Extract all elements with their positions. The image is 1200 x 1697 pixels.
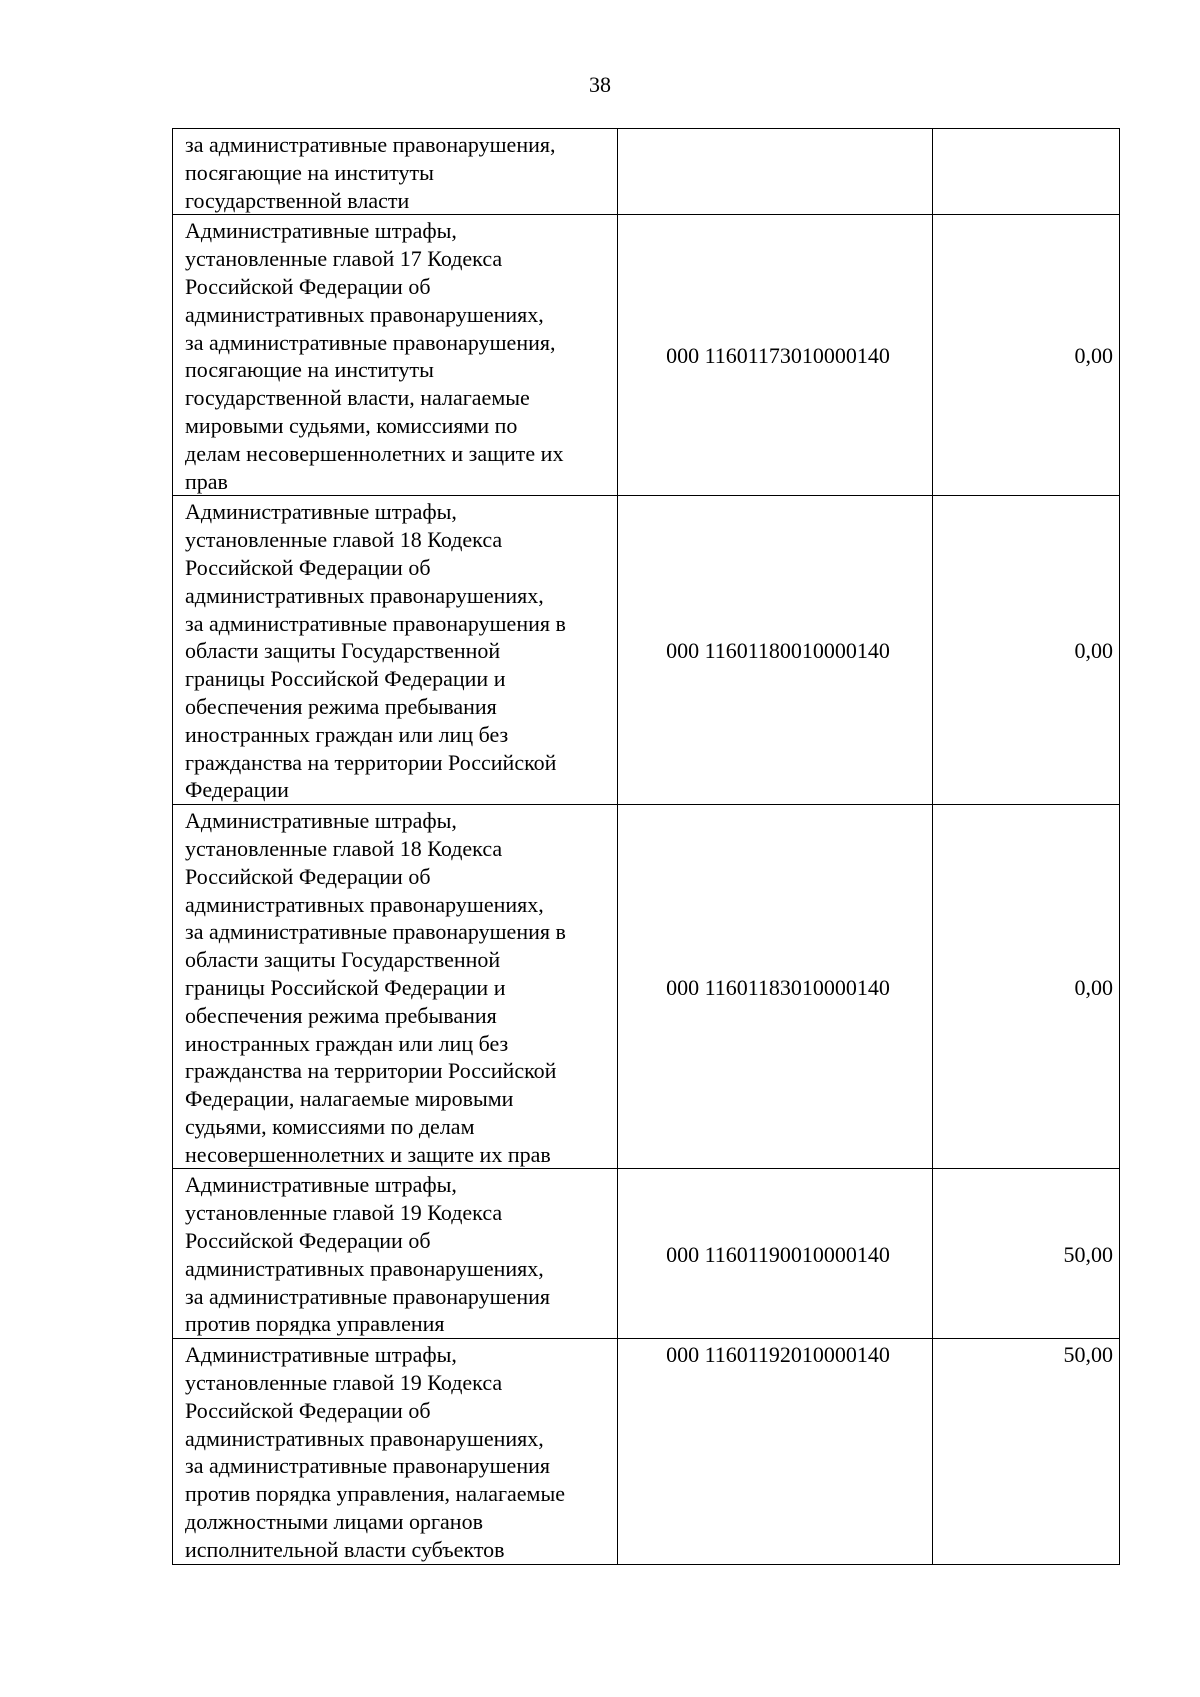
row-description: Административные штрафы, установленные главой 19 Кодекса Российской Федерации об административных правонарушениях, за административные правонарушения против порядка управления, налагаемые должностными лицами органов исполнительной власти субъектов <box>185 1342 566 1562</box>
row-code-cell <box>618 129 933 215</box>
row-code-cell: 000 11601180010000140 <box>618 496 933 805</box>
table-row <box>173 129 1120 215</box>
table-row <box>173 1169 1120 1339</box>
row-description: Административные штрафы, установленные главой 17 Кодекса Российской Федерации об административных правонарушениях, за административные правонарушения, посягающие на институты государственной власти, налагаемые мировыми судьями, комиссиями по делам несовершеннолетних и защите их прав <box>185 218 564 494</box>
row-code-cell: 000 11601190010000140 <box>618 1169 933 1339</box>
row-amount-cell: 0,00 <box>933 215 1120 496</box>
row-amount-cell: 0,00 <box>933 496 1120 805</box>
page-number: 38 <box>589 72 611 97</box>
row-description-cell <box>173 129 618 215</box>
table-row <box>173 1339 1120 1564</box>
row-description-cell <box>173 215 618 496</box>
row-amount-cell: 50,00 <box>933 1169 1120 1339</box>
row-description-cell <box>173 496 618 805</box>
row-description-cell <box>173 1339 618 1564</box>
row-description: Административные штрафы, установленные главой 18 Кодекса Российской Федерации об административных правонарушениях, за административные правонарушения в области защиты Государственной границы Российской Федерации и обеспечения режима пребывания иностранных граждан или лиц без гражданства на территории Российской Федерации, налагаемые мировыми судьями, комиссиями по делам несовершеннолетних и защите их прав <box>185 808 566 1167</box>
row-amount-cell <box>933 129 1120 215</box>
row-amount-cell: 50,00 <box>933 1339 1120 1564</box>
budget-revenue-table <box>172 128 1120 1565</box>
table-row <box>173 805 1120 1169</box>
row-code-cell: 000 11601192010000140 <box>618 1339 933 1564</box>
row-description: Административные штрафы, установленные главой 18 Кодекса Российской Федерации об административных правонарушениях, за административные правонарушения в области защиты Государственной границы Российской Федерации и обеспечения режима пребывания иностранных граждан или лиц без гражданства на территории Российской Федерации <box>185 499 566 803</box>
row-description-cell <box>173 1169 618 1339</box>
row-amount-cell: 0,00 <box>933 805 1120 1169</box>
row-code-cell: 000 11601183010000140 <box>618 805 933 1169</box>
row-code-cell: 000 11601173010000140 <box>618 215 933 496</box>
row-description-cell <box>173 805 618 1169</box>
row-description: за административные правонарушения, посягающие на институты государственной власти <box>185 132 556 213</box>
table-row <box>173 496 1120 805</box>
row-description: Административные штрафы, установленные главой 19 Кодекса Российской Федерации об административных правонарушениях, за административные правонарушения против порядка управления <box>185 1172 550 1337</box>
table-row <box>173 215 1120 496</box>
